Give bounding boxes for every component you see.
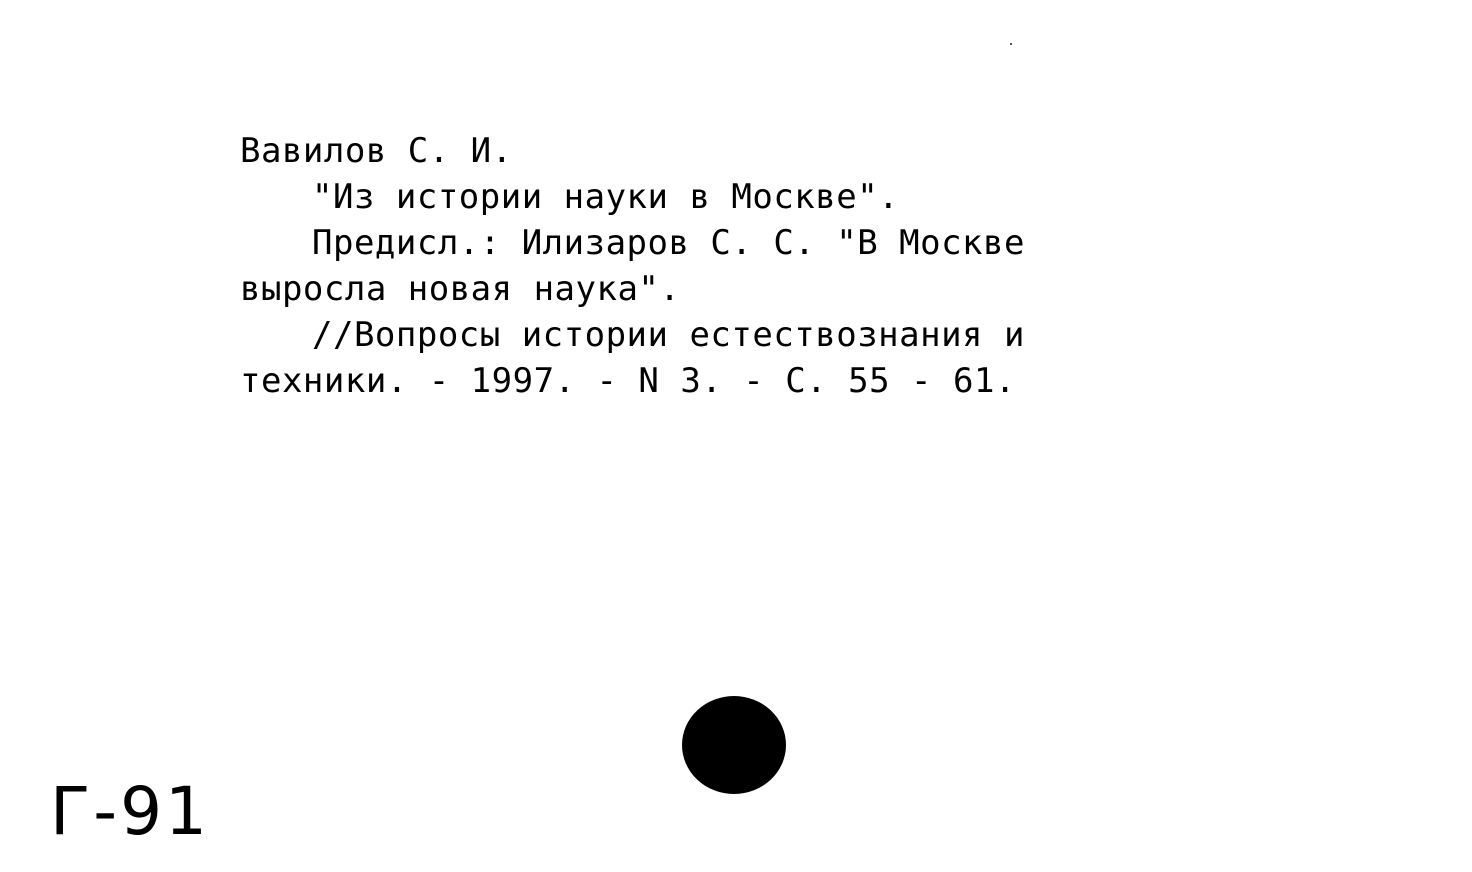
shelfmark-code: Г-91 — [50, 773, 211, 850]
bibliographic-entry — [240, 128, 1140, 404]
card-punch-hole — [682, 696, 786, 794]
source-continuation-line: техники. - 1997. - N 3. - С. 55 - 61. — [240, 361, 1016, 401]
title-line: "Из истории науки в Москве". — [312, 177, 900, 217]
preface-continuation-line: выросла новая наука". — [240, 269, 681, 309]
preface-line: Предисл.: Илизаров С. С. "В Москве — [312, 223, 1025, 263]
source-line: //Вопросы истории естествознания и — [312, 315, 1025, 355]
author-line: Вавилов С. И. — [240, 131, 513, 171]
scan-speck — [1010, 43, 1012, 45]
